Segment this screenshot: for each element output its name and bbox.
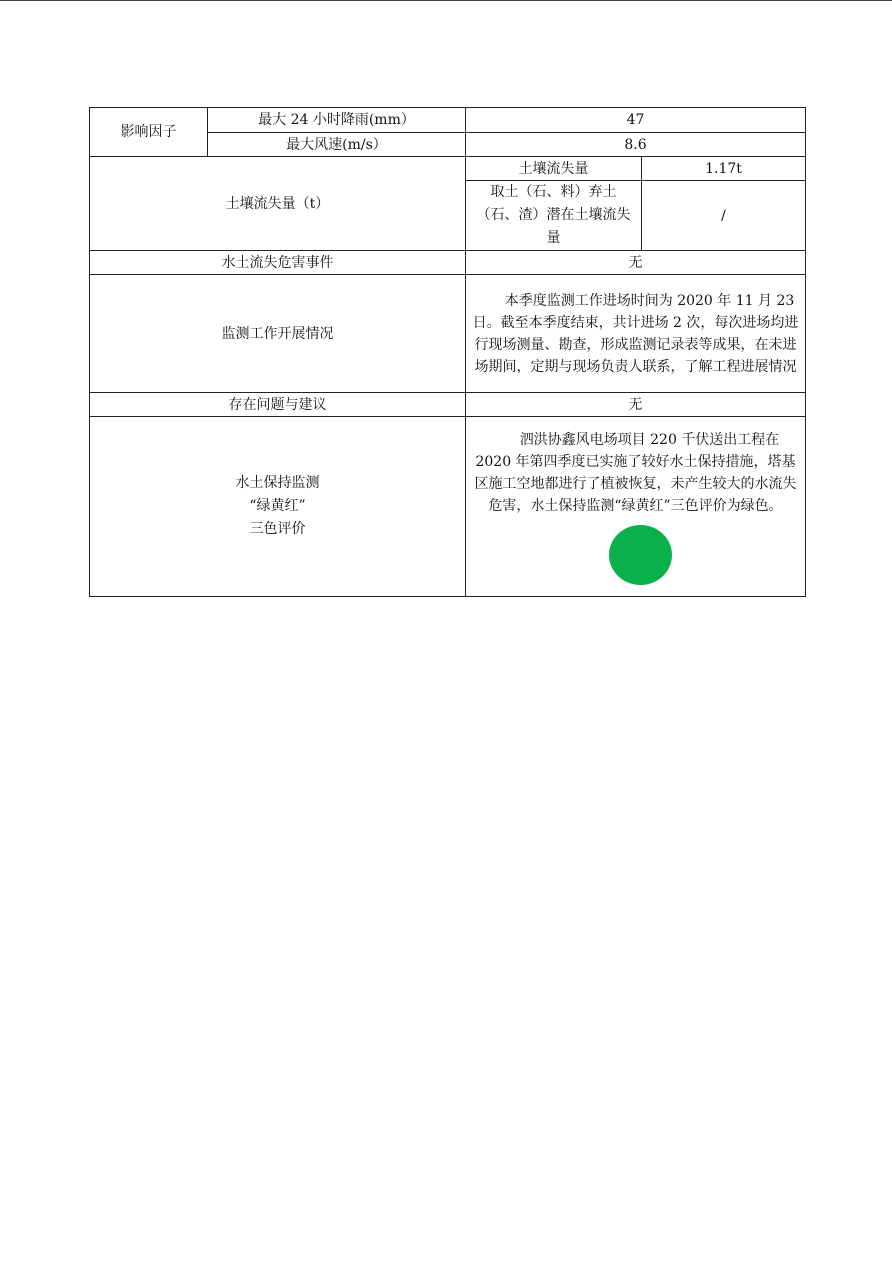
table-row-issues [90,393,806,417]
evaluation-text: 泗洪协鑫风电场项目 220 千伏送出工程在 2020 年第四季度已实施了较好水土保持措施，塔基区施工空地都进行了植被恢复，未产生较大的水流失危害，水土保持监测“绿黄红”三色评价为绿色。 [474,431,797,514]
table-row-evaluation [90,417,806,597]
monitoring-label: 监测工作开展情况 [90,275,466,393]
evaluation-label-line-1: 水土保持监测 [235,475,320,491]
influence-factor-label: 影响因子 [90,108,208,157]
issues-value: 无 [466,393,806,417]
table-row-monitoring [90,275,806,393]
green-evaluation-dot [609,525,672,585]
table-row-hazard [90,251,806,275]
evaluation-label-line-3: 三色评价 [249,521,306,537]
evaluation-label [90,417,466,597]
monitoring-text: 本季度监测工作进场时间为 2020 年 11 月 23 日。截至本季度结束，共计进场 2 次，每次进场均进行现场测量、勘查，形成监测记录表等成果，在未进场期间，定期与现场负责人联系，了解工程进展情况 [466,275,806,393]
table-row-soil-loss [90,157,806,181]
rain-value: 47 [466,108,806,133]
hazard-label: 水土流失危害事件 [90,251,466,275]
hazard-value: 无 [466,251,806,275]
wind-label: 最大风速(m/s） [208,133,466,157]
borrow-spoil-label: 取土（石、料）弃土（石、渣）潜在土壤流失量 [466,181,642,251]
wind-value: 8.6 [466,133,806,157]
rain-label: 最大 24 小时降雨(mm） [208,108,466,133]
soil-loss-label: 土壤流失量（t） [90,157,466,251]
borrow-spoil-value: / [642,181,806,251]
soil-loss-sub-value: 1.17t [642,157,806,181]
page-top-border [0,0,892,1]
evaluation-indicator-wrap [472,517,799,585]
issues-label: 存在问题与建议 [90,393,466,417]
evaluation-label-line-2: “绿黄红” [249,498,306,514]
evaluation-cell [466,417,806,597]
monitoring-report-table [89,107,806,597]
table-row-rain [90,108,806,133]
soil-loss-sub-label: 土壤流失量 [466,157,642,181]
